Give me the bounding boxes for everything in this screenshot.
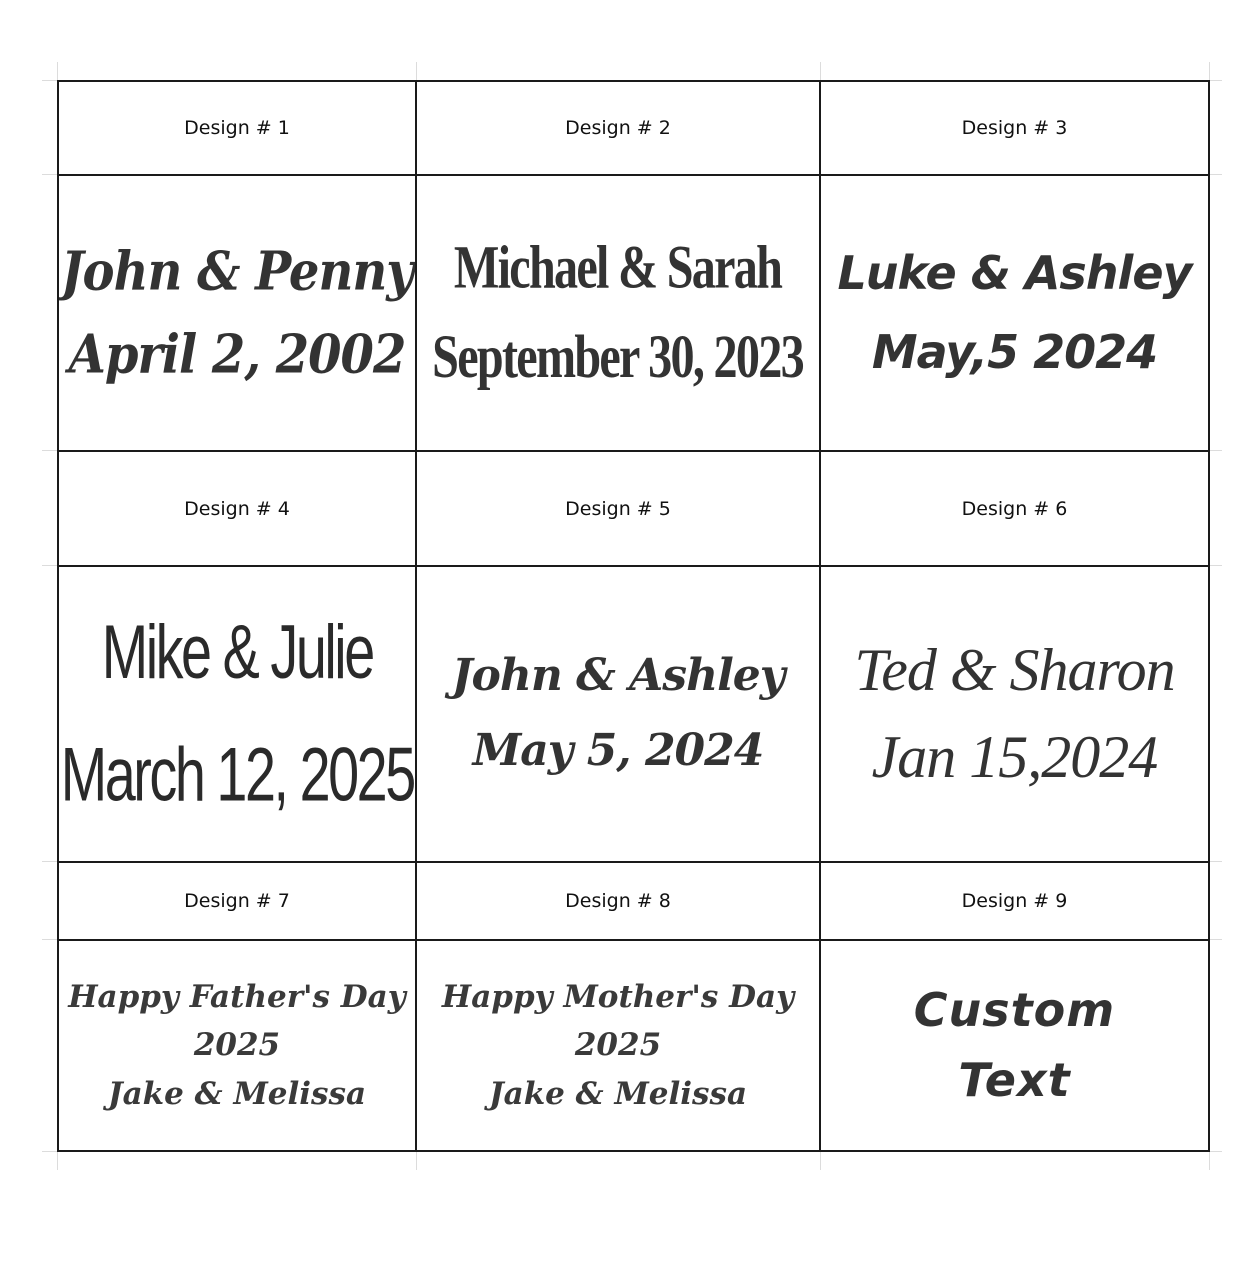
- design-4-line-2: March 12, 2025: [60, 731, 414, 818]
- design-2-line-2: September 30, 2023: [432, 322, 804, 392]
- design-1-line-2: April 2, 2002: [68, 323, 406, 386]
- design-6-line-2: Jan 15,2024: [871, 724, 1158, 790]
- design-6-sample: [821, 567, 1210, 863]
- design-2-line-1: Michael & Sarah: [454, 233, 782, 302]
- design-grid: [57, 80, 1210, 1152]
- design-1-line-1: John & Penny: [60, 239, 414, 303]
- design-2-header: Design # 2: [417, 82, 821, 176]
- design-7-line-3: Jake & Melissa: [107, 1075, 367, 1112]
- design-7-line-2: 2025: [193, 1027, 281, 1064]
- design-5-line-2: May 5, 2024: [472, 725, 764, 776]
- design-7-header: Design # 7: [59, 863, 417, 941]
- design-8-line-3: Jake & Melissa: [488, 1075, 748, 1112]
- design-4-sample: [59, 567, 417, 863]
- design-4-header: Design # 4: [59, 452, 417, 567]
- design-8-sample: [417, 941, 821, 1152]
- design-8-line-1: Happy Mother's Day: [441, 979, 795, 1016]
- design-2-sample: [417, 176, 821, 452]
- design-4-line-1: Mike & Julie: [101, 610, 373, 696]
- design-9-header: Design # 9: [821, 863, 1210, 941]
- design-1-header: Design # 1: [59, 82, 417, 176]
- design-3-sample: [821, 176, 1210, 452]
- design-5-line-1: John & Ashley: [451, 650, 785, 702]
- design-8-header: Design # 8: [417, 863, 821, 941]
- design-9-line-2: Text: [958, 1052, 1071, 1107]
- design-9-line-1: Custom: [913, 982, 1116, 1037]
- design-5-sample: [417, 567, 821, 863]
- design-1-sample: [59, 176, 417, 452]
- design-3-line-1: Luke & Ashley: [837, 245, 1192, 300]
- design-6-line-1: Ted & Sharon: [854, 637, 1175, 703]
- design-3-header: Design # 3: [821, 82, 1210, 176]
- design-7-line-1: Happy Father's Day: [68, 979, 406, 1016]
- design-7-sample: [59, 941, 417, 1152]
- design-6-header: Design # 6: [821, 452, 1210, 567]
- design-3-line-2: May,5 2024: [871, 325, 1158, 379]
- design-9-sample: [821, 941, 1210, 1152]
- design-5-header: Design # 5: [417, 452, 821, 567]
- design-8-line-2: 2025: [574, 1027, 662, 1064]
